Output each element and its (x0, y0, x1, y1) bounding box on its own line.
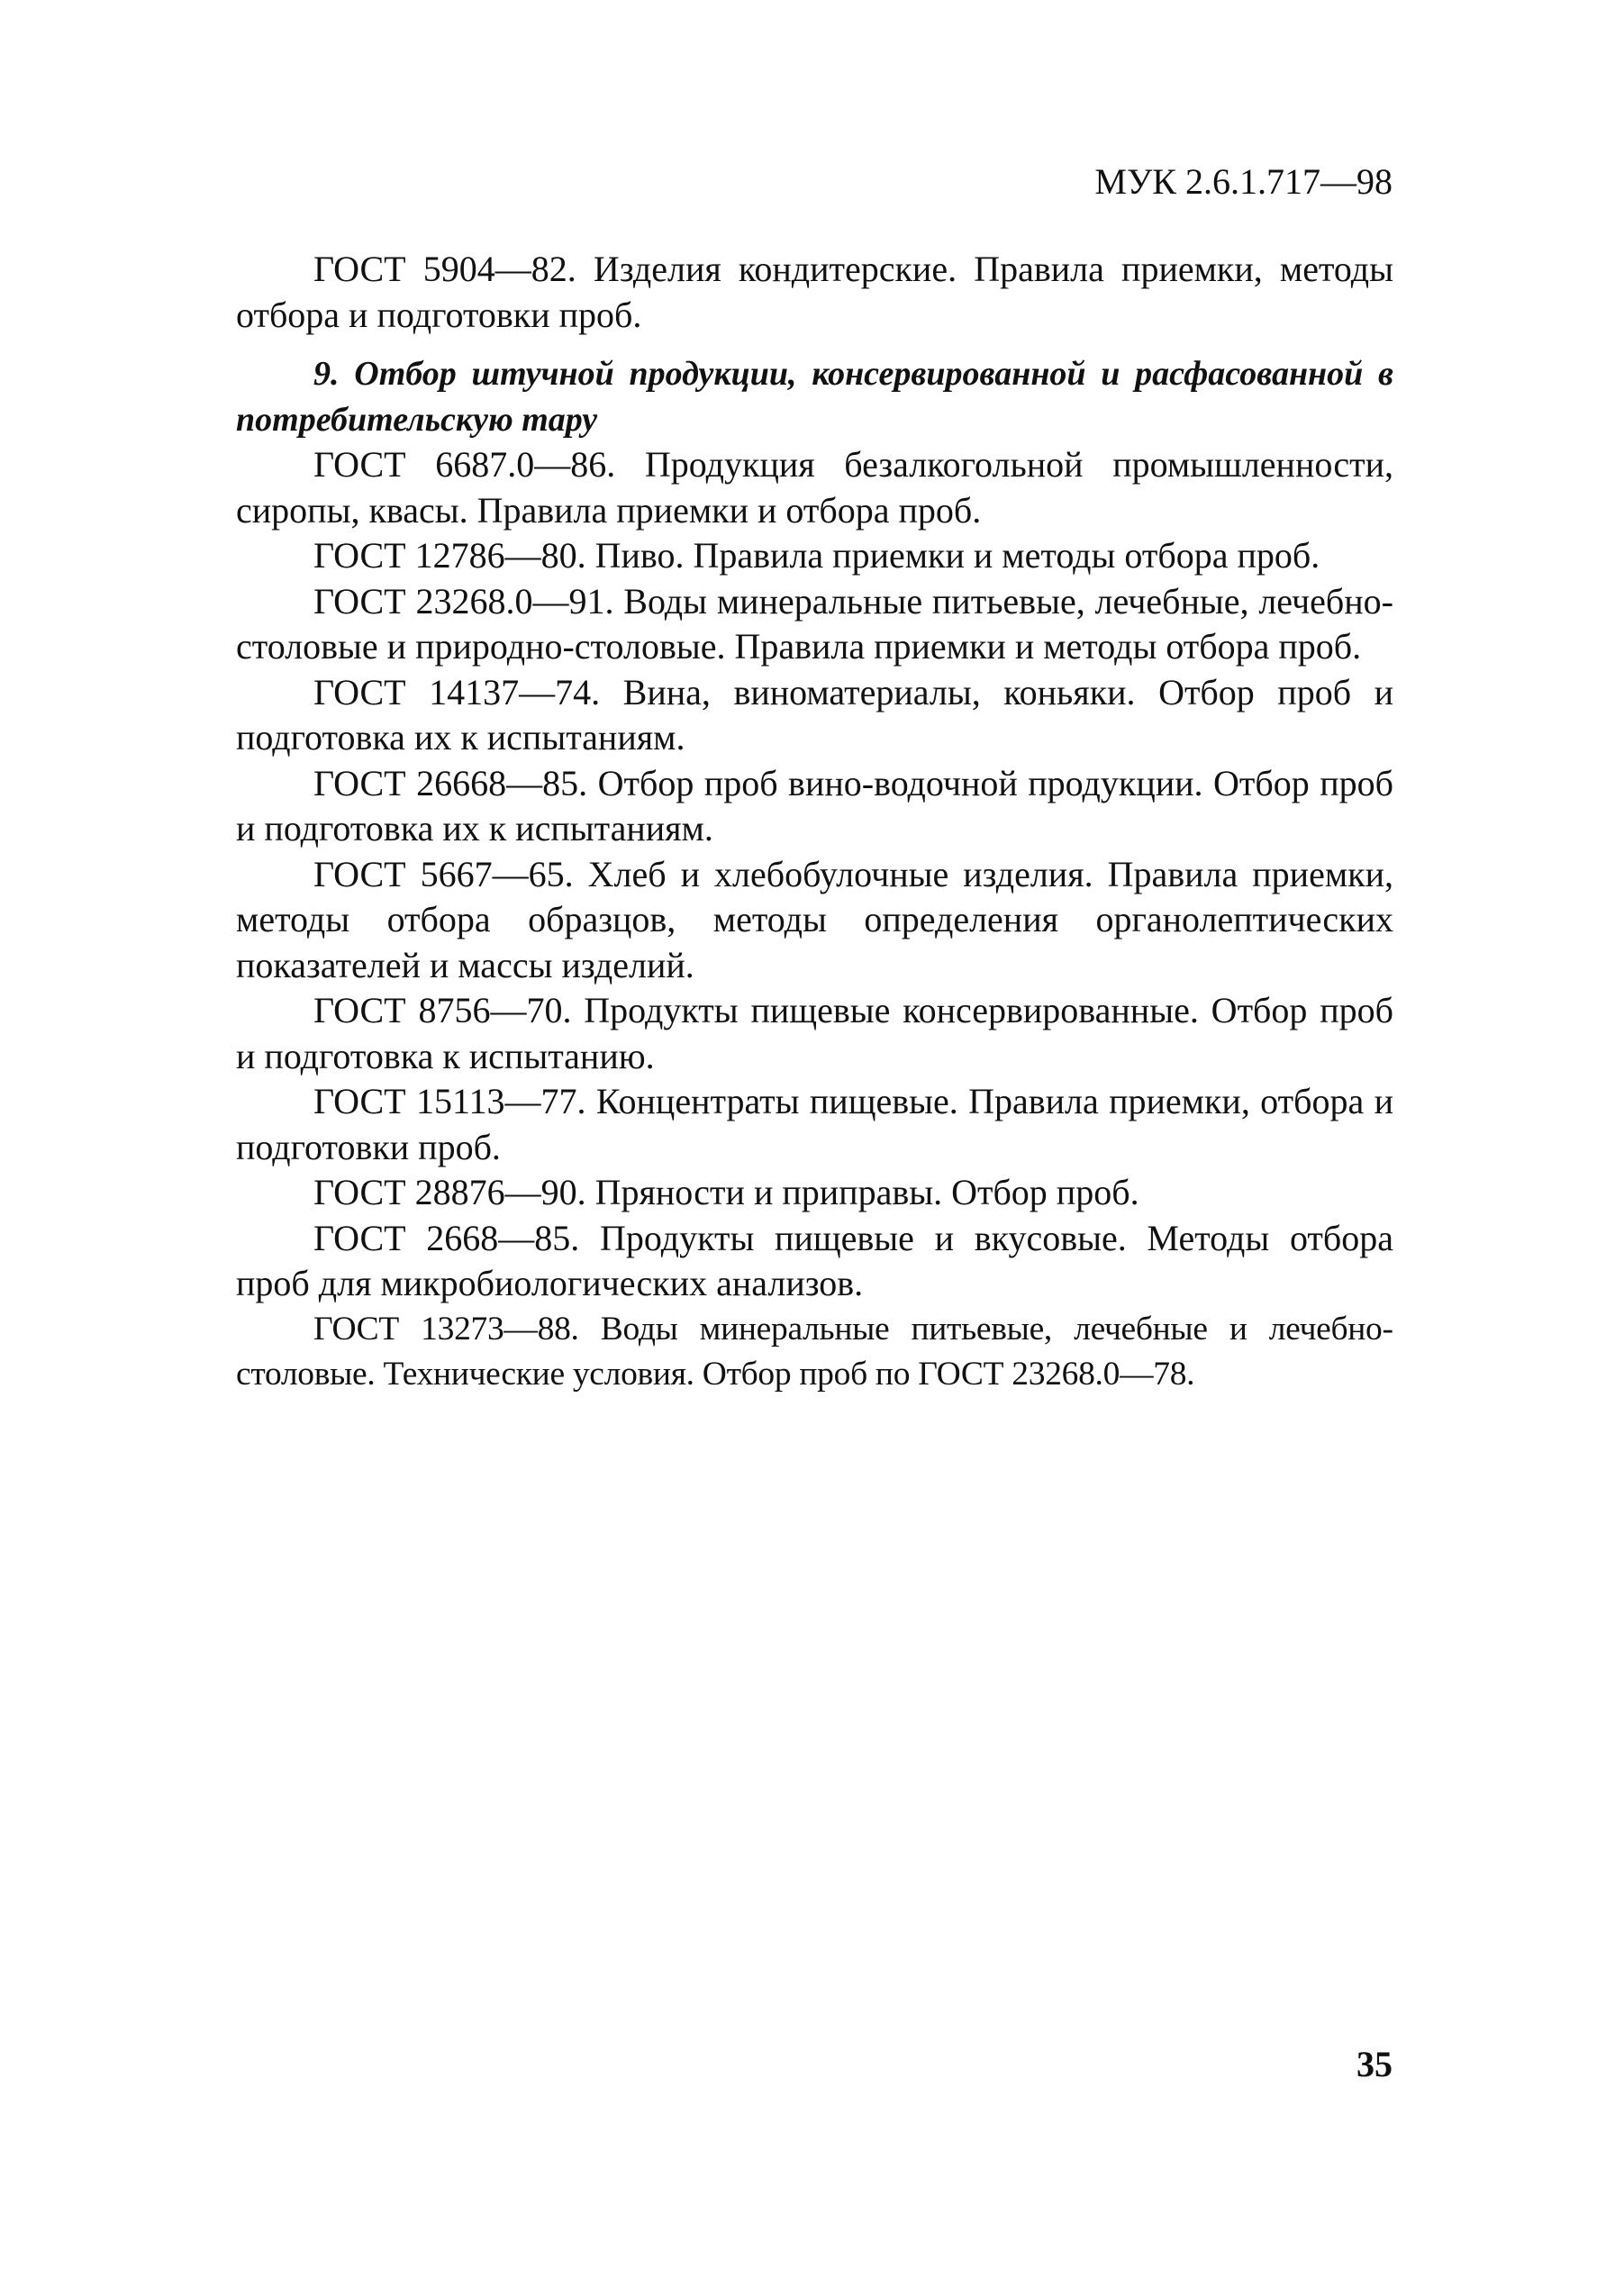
paragraph-gost-5904: ГОСТ 5904—82. Изделия кондитерские. Правила приемки, методы отбора и подготовки проб. (236, 249, 1393, 335)
page-body (236, 247, 1393, 1398)
paragraph-gost-13273: ГОСТ 13273—88. Воды минеральные питьевые, лечебные и лечебностоловые. Технические условия. Отбор проб по ГОСТ 23268.0—78. (236, 1310, 1393, 1393)
paragraph-gost-2668: ГОСТ 2668—85. Продукты пищевые и вкусовые. Методы отбора проб для микробиологических анализов. (236, 1217, 1393, 1303)
paragraph-gost-23268: ГОСТ 23268.0—91. Воды минеральные питьевые, лечебные, лечебно-столовые и природно-столовые. Правила приемки и методы отбора проб. (236, 580, 1393, 667)
document-code-header: МУК 2.6.1.717—98 (1094, 161, 1393, 202)
paragraph-gost-5667: ГОСТ 5667—65. Хлеб и хлебобулочные изделия. Правила приемки, методы отбора образцов, методы определения органолептических показателей и массы изделий. (236, 853, 1393, 985)
paragraph-gost-28876: ГОСТ 28876—90. Пряности и приправы. Отбор проб. (313, 1172, 1139, 1212)
paragraph-gost-14137: ГОСТ 14137—74. Вина, виноматериалы, коньяки. Отбор проб и подготовка их к испытаниям. (236, 671, 1393, 758)
paragraph-gost-26668: ГОСТ 26668—85. Отбор проб вино-водочной продукции. Отбор проб и подготовка их к испытаниям. (236, 762, 1393, 849)
paragraph-gost-8756: ГОСТ 8756—70. Продукты пищевые консервированные. Отбор проб и подготовка к испытанию. (236, 990, 1393, 1076)
paragraph-gost-15113: ГОСТ 15113—77. Концентраты пищевые. Правила приемки, отбора и подготовки проб. (236, 1081, 1393, 1167)
section-heading-9: 9. Отбор штучной продукции, консервированной и расфасованной в потребительскую тару (236, 355, 1393, 439)
paragraph-gost-12786: ГОСТ 12786—80. Пиво. Правила приемки и методы отбора проб. (313, 535, 1320, 576)
page-number: 35 (1356, 2044, 1393, 2084)
paragraph-gost-6687: ГОСТ 6687.0—86. Продукция безалкогольной промышленности, сиропы, квасы. Правила приемки и отбора проб. (236, 444, 1393, 531)
